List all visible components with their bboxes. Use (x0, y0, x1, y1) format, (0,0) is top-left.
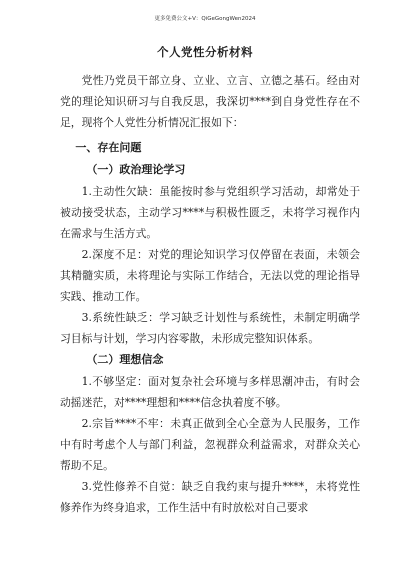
subsection-heading: （二）理想信念 (86, 353, 164, 366)
section-heading: 一、存在问题 (75, 141, 142, 154)
page-title: 个人党性分析材料 (157, 45, 253, 59)
list-item: 3.系统性缺乏：学习缺乏计划性与系统性，未制定明确学习目标与计划，学习内容零散，未形成完整知识体系。 (60, 311, 360, 345)
header-note: 更多免费公文+V：QiGeGongWen2024 (154, 16, 256, 22)
document-body (60, 70, 360, 518)
list-item: 1.主动性欠缺：虽能按时参与党组织学习活动，却常处于被动接受状态，主动学习****与积极性匮乏，未将学习视作内在需求与生活方式。 (60, 185, 360, 240)
subsection-heading: （一）政治理论学习 (86, 163, 186, 176)
list-item: 1.不够坚定：面对复杂社会环境与多样思潮冲击，有时会动摇迷茫，对****理想和****信念执着度不够。 (60, 375, 360, 409)
list-item: 2.深度不足：对党的理论知识学习仅停留在表面，未领会其精髓实质，未将理论与实际工作结合，无法以党的理论指导实践、推动工作。 (60, 248, 360, 303)
list-item: 3.党性修养不自觉：缺乏自我约束与提升****，未将党性修养作为终身追求，工作生活中有时放松对自己要求 (60, 480, 360, 514)
list-item: 2.宗旨****不牢：未真正做到全心全意为人民服务，工作中有时考虑个人与部门利益，忽视群众利益需求，对群众关心帮助不足。 (60, 417, 360, 472)
intro-paragraph: 党性乃党员干部立身、立业、立言、立德之基石。经由对党的理论知识研习与自我反思，我深切****到自身党性存在不足，现将个人党性分析情况汇报如下： (60, 74, 360, 129)
